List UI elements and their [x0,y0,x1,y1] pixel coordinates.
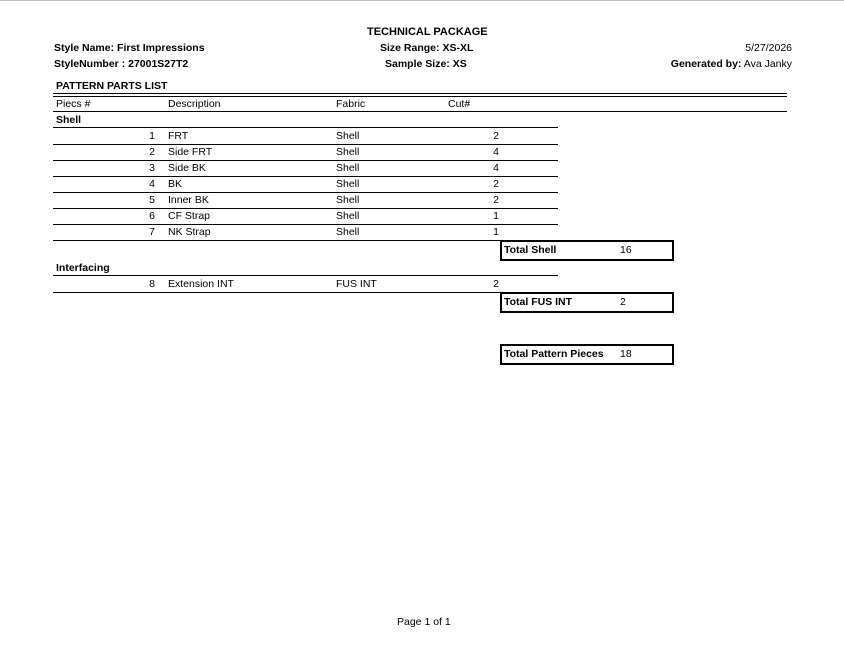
table-row [53,176,558,193]
table-row [53,160,558,177]
piece-fabric: Shell [336,226,360,238]
piece-description: Inner BK [168,194,209,206]
page-title: TECHNICAL PACKAGE [367,26,488,38]
generated-by-label: Generated by: [670,58,742,70]
size-range [380,42,473,54]
piece-cut: 1 [493,226,499,238]
piece-description: Extension INT [168,278,234,290]
top-border [0,0,844,1]
piece-cut: 2 [493,194,499,206]
total-shell-box [500,240,674,261]
sample-size-label: Sample Size: [385,58,450,70]
table-row [53,224,558,241]
generated-by [671,58,792,70]
sample-size [385,58,467,70]
piece-description: Side BK [168,162,206,174]
total-pattern-pieces-box [500,344,674,365]
table-row [53,128,558,145]
piece-number: 4 [149,178,155,190]
table-row [53,192,558,209]
col-header-description: Description [168,98,221,110]
col-header-fabric: Fabric [336,98,366,110]
group-title-interfacing: Interfacing [56,262,110,274]
style-name-value: First Impressions [117,42,205,54]
style-name [54,42,205,54]
piece-fabric: Shell [336,178,360,190]
piece-cut: 4 [493,162,499,174]
piece-cut: 1 [493,210,499,222]
total-fus-int-box [500,292,674,313]
piece-number: 8 [149,278,155,290]
size-range-label: Size Range: [380,42,440,54]
piece-fabric: FUS INT [336,278,377,290]
table-row [53,276,558,293]
section-divider-bottom [53,96,787,97]
piece-description: FRT [168,130,189,142]
piece-cut: 4 [493,146,499,158]
group-title-shell: Shell [56,114,82,126]
piece-fabric: Shell [336,194,360,206]
piece-number: 3 [149,162,155,174]
piece-cut: 2 [493,178,499,190]
section-divider-top [53,93,787,94]
piece-number: 2 [149,146,155,158]
col-header-cut: Cut# [448,98,471,110]
piece-description: NK Strap [168,226,211,238]
piece-number: 5 [149,194,155,206]
generated-by-value: Ava Janky [743,58,792,70]
piece-fabric: Shell [336,146,360,158]
style-number-label: StyleNumber : [54,58,126,70]
piece-number: 7 [149,226,155,238]
piece-cut: 2 [493,278,499,290]
piece-fabric: Shell [336,130,360,142]
header-divider [53,111,787,112]
piece-fabric: Shell [336,210,360,222]
total-pattern-pieces-value: 18 [620,348,632,360]
style-number-value: 27001S27T2 [128,58,189,70]
date: 5/27/2026 [745,42,792,54]
piece-cut: 2 [493,130,499,142]
sample-size-value: XS [452,58,467,70]
page-number: Page 1 of 1 [397,616,451,628]
total-fus-int-value: 2 [620,296,626,308]
table-row [53,144,558,161]
piece-description: BK [168,178,183,190]
total-shell-value: 16 [620,244,632,256]
size-range-value: XS-XL [442,42,474,54]
piece-description: Side FRT [168,146,213,158]
piece-number: 1 [149,130,155,142]
table-row [53,208,558,225]
total-pattern-pieces-label: Total Pattern Pieces [504,348,604,360]
style-name-label: Style Name: [54,42,115,54]
col-header-piece: Piecs # [56,98,91,110]
style-number [54,58,188,70]
total-shell-label: Total Shell [504,244,557,256]
piece-description: CF Strap [168,210,211,222]
total-fus-int-label: Total FUS INT [504,296,573,308]
piece-fabric: Shell [336,162,360,174]
section-title: PATTERN PARTS LIST [56,80,168,92]
piece-number: 6 [149,210,155,222]
